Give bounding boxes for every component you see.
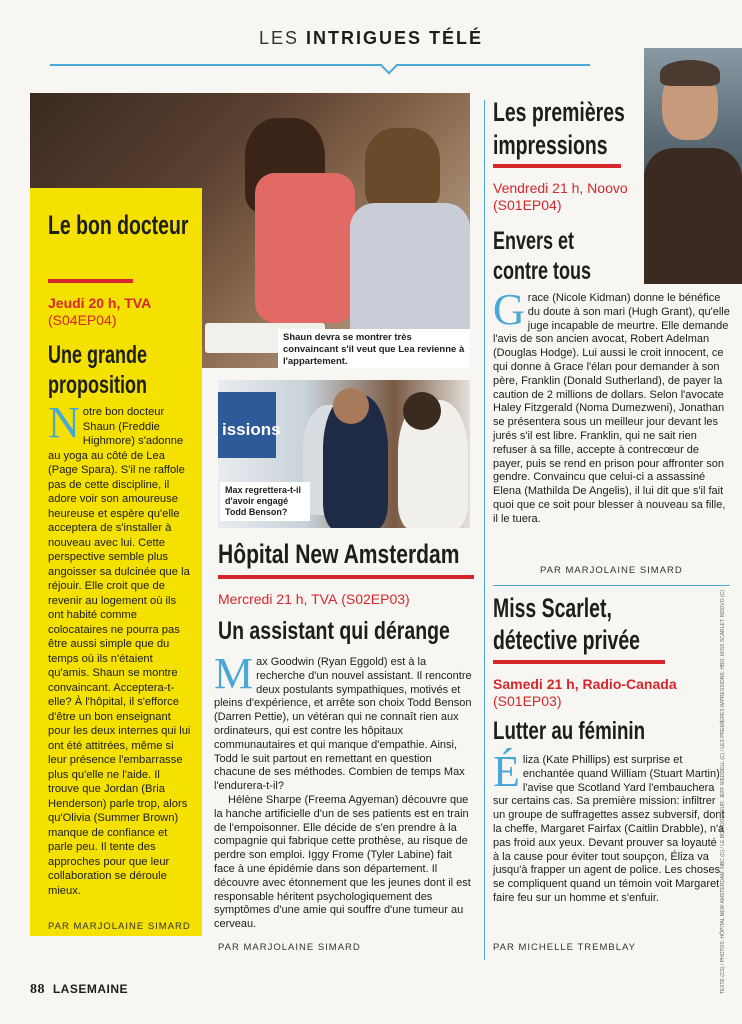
- scarlet-meta: [493, 676, 723, 710]
- bon-docteur-text: otre bon docteur Shaun (Freddie Highmore) s'adonne au yoga au côté de Lea (Page Spara). S'il ne raffole pas de cette discipline, il adore voir son amoureuse heureuse et espère qu'elle acceptera de s'installer à nouveau avec lui. Cette perspective semble plus angoisser sa dulcinée que la réjouir. Elle croit que de revenir au logement où ils ont habité comme colocataires ne pourra pas être aussi simple que du temps où ils n'étaient qu'amis. Shaun se montre convaincant. Acceptera-t-elle? À l'hôpital, il s'efforce d'être un bon enseignant pour les deux internes qui lui ont été attitrées, même si leur présence l'embarrasse plus qu'elle ne l'aide. Il trouve que Jordan (Bria Henderson) parle trop, alors qu'Olivia (Summer Brown) manque de confiance et parle peu. Il tente des approches pour que leur collaboration se déroule mieux.: [48, 406, 191, 897]
- scarlet-airtime: Samedi 21 h, Radio-Canada: [493, 676, 677, 692]
- bon-docteur-body: [48, 398, 194, 898]
- premieres-body: [493, 285, 731, 527]
- premieres-airtime: Vendredi 21 h, Noovo: [493, 180, 628, 196]
- column-divider: [484, 100, 485, 960]
- hopital-body: [214, 649, 474, 932]
- bon-docteur-title: Le bon docteur: [48, 210, 189, 240]
- hopital-dropcap: M: [214, 649, 254, 698]
- photo1-caption: Shaun devra se montrer très convaincant s'il veut que Lea revienne à l'appartement.: [278, 329, 470, 368]
- hopital-text-1: ax Goodwin (Ryan Eggold) est à la recherche d'un nouvel assistant. Il rencontre deux postulants sympathiques, motivés et pleins d'expérience, et arrête son choix Todd Benson (Darren Pettie), un vétéran qui ne connaît rien aux ordinateurs, qui est contre les hôpitaux communautaires et qui manque d'empathie. Ainsi, Todd le suit partout en remettant en question chacune de ses méthodes. Combien de temps Max l'endurera-t-il?: [214, 656, 472, 793]
- premieres-dropcap: G: [493, 285, 525, 334]
- premieres-episode: (S01EP04): [493, 197, 562, 213]
- scarlet-dropcap: É: [493, 747, 520, 796]
- scarlet-title: Miss Scarlet, détective privée: [493, 593, 640, 655]
- hopital-meta: [218, 591, 478, 608]
- photo-hopital: [218, 380, 470, 528]
- premieres-text: race (Nicole Kidman) donne le bénéfice du doute à son mari (Hugh Grant), qu'elle juge incapable de meurtre. Elle demande l'avis de son ancien avocat, Robert Adelman (Douglas Hodge). Lui aussi le croit innocent, ce qui donne à Grace l'élan pour demander à son père, Franklin (Donald Sutherland), de payer la caution de 2 millions de dollars. Selon l'avocate Haley Fitzgerald (Noma Dumezweni), Jonathan se présentera sous un meilleur jour devant les jurés s'il est libre. Franklin, qui ne sait rien refuser à sa fille, accepte à contrecœur de payer, puis se rend en prison pour affronter son gendre. Convaincu que celui-ci a assassiné Elena (Mathilda De Angelis), il lui dit que s'il fait quoi que ce soit pour blesser à nouveau sa fille, il le tuera.: [493, 292, 730, 525]
- scarlet-body: [493, 747, 725, 906]
- page-number: 88: [30, 982, 45, 997]
- photo2-sign-text: issions: [222, 420, 281, 439]
- section-header: [0, 28, 742, 49]
- bon-docteur-title-bar: [48, 279, 133, 283]
- bon-docteur-subtitle: Une grande proposition: [48, 341, 148, 399]
- bon-docteur-dropcap: N: [48, 398, 80, 447]
- page-footer: [30, 982, 128, 998]
- header-notch: [381, 58, 398, 75]
- right-column-divider: [493, 585, 730, 586]
- header-divider: [50, 64, 590, 66]
- scarlet-byline: PAR MICHELLE TREMBLAY: [493, 942, 636, 953]
- hopital-airtime: Mercredi 21 h, TVA: [218, 591, 338, 607]
- photo2-caption: Max regrettera-t-il d'avoir engagé Todd Benson?: [220, 482, 310, 521]
- magazine-brand: LASEMAINE: [52, 982, 129, 996]
- bon-docteur-byline: PAR MARJOLAINE SIMARD: [48, 921, 191, 932]
- hopital-byline: PAR MARJOLAINE SIMARD: [218, 942, 361, 953]
- section-header-title: INTRIGUES TÉLÉ: [306, 28, 484, 48]
- hopital-title: Hôpital New Amsterdam: [218, 539, 460, 569]
- scarlet-title-bar: [493, 660, 665, 664]
- section-header-prefix: LES: [258, 28, 306, 48]
- bon-docteur-airtime: Jeudi 20 h, TVA: [48, 295, 152, 311]
- hopital-text-2: Hélène Sharpe (Freema Agyeman) découvre que la hanche artificielle d'un de ses patients est en train de l'empoisonner. Elle décide de s'en prendre à la compagnie qui fabrique cette prothèse, au risque de perdre son emploi. Iggy Frome (Tyler Labine) fait face à une épidémie dans son département. Il découvre avec étonnement que les jeunes dont il est responsable héritent psychologiquement des symptômes d'une amie qui souffre d'une tumeur au cerveau.: [214, 793, 471, 931]
- bon-docteur-meta: [48, 295, 198, 329]
- scarlet-subtitle: Lutter au féminin: [493, 717, 646, 745]
- premieres-meta: [493, 180, 643, 214]
- photo-credits: TEXTE (CS) / PHOTOS: HÔPITAL NEW AMSTERDAM: NBC (C) / LE BON DOCTEUR: JEFF WEDDELL (C) / LES PREMIÈRES IMPRESSIONS: HBO; MISS SCARLET: NOOVO (C): [720, 590, 726, 995]
- hopital-title-bar: [218, 575, 474, 579]
- premieres-subtitle: Envers et contre tous: [493, 227, 592, 285]
- hopital-subtitle: Un assistant qui dérange: [218, 617, 450, 645]
- photo-premieres-impressions: [644, 48, 742, 284]
- bon-docteur-episode: (S04EP04): [48, 312, 117, 328]
- premieres-byline: PAR MARJOLAINE SIMARD: [540, 565, 683, 576]
- scarlet-episode: (S01EP03): [493, 693, 562, 709]
- scarlet-text: liza (Kate Phillips) est surprise et enchantée quand William (Stuart Martin) l'avise que Scotland Yard l'embauchera sur certains cas. Sa première mission: infiltrer un groupe de suffragettes assez subversif, dont la cheffe, Margaret Fairfax (Caitlin Drabble), n'a pas froid aux yeux. Devant prouver sa loyauté à la cause pour éviter tout soupçon, Éliza va jusqu'à frapper un agent de police. Les choses se compliquent quand un témoin voit Margaret faire feu sur un homme et s'enfuir.: [493, 754, 725, 904]
- premieres-title: Les premières impressions: [493, 97, 625, 160]
- premieres-title-bar: [493, 164, 621, 168]
- hopital-episode: (S02EP03): [341, 591, 410, 607]
